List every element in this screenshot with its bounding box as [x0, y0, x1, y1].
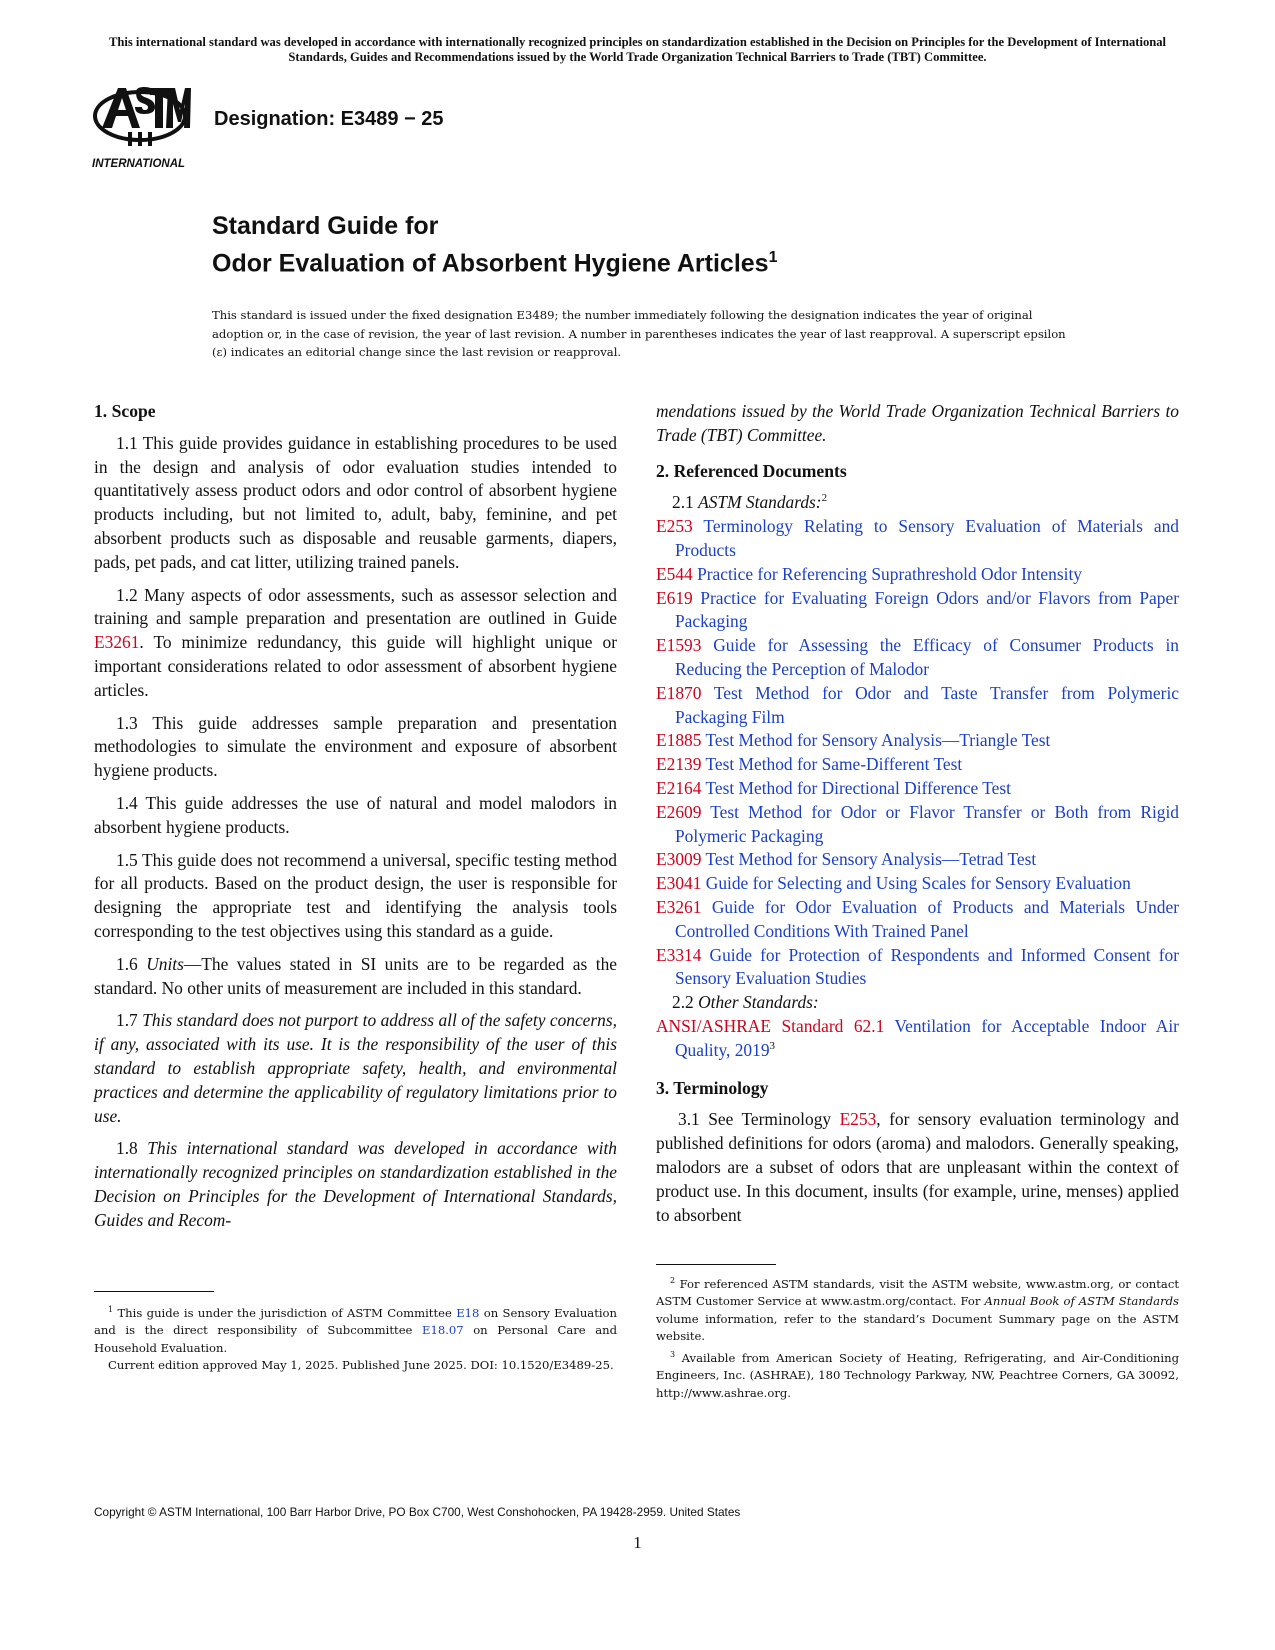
para-1-4: 1.4 This guide addresses the use of natural and model malodors in absorbent hygiene products. [94, 792, 617, 837]
reference-code[interactable]: E1593 [656, 635, 702, 656]
footnote-3: $^3$ Available from American Society of Heating, Refrigerating, and Air-Conditioning Engineers, Inc. (ASHRAE), 180 Technology Parkway, NW, Peachtree Corners, GA 30092, http://www.ashrae.org. [656, 1349, 1179, 1400]
page-number: 1 [633, 1533, 642, 1552]
logo-text: INTERNATIONAL [92, 158, 186, 170]
link-e18[interactable]: E18 [456, 1305, 480, 1320]
reference-item[interactable] [656, 753, 1179, 777]
reference-title[interactable]: Test Method for Odor or Flavor Transfer or Both from Rigid Polymeric Packaging [675, 801, 1179, 846]
copyright: Copyright © ASTM International, 100 Barr Harbor Drive, PO Box C700, West Conshohocken, PA 19428-2959. United States [94, 1505, 741, 1519]
designation: Designation: E3489 − 25 [214, 108, 444, 130]
footnotes-right [656, 1272, 1179, 1402]
footnote-2: $^2$ For referenced ASTM standards, visit the ASTM website, www.astm.org, or contact ASTM Customer Service at www.astm.org/contact. For Annual Book of ASTM Standards volume information, refer to the standard’s Document Summary page on the ASTM website. [656, 1276, 1179, 1344]
reference-item[interactable] [656, 896, 1179, 944]
footnote-1: $^1$ This guide is under the jurisdiction of ASTM Committee E18 on Sensory Evaluation and is the direct responsibility of Subcommittee E18.07 on Personal Care and Household Evaluation. [94, 1305, 618, 1355]
reference-item[interactable] [656, 777, 1179, 801]
para-1-8: 1.8 This international standard was developed in accordance with internationally recognized principles on standardization established in the Decision on Principles for the Development of International Standards, Guides and Recom- [94, 1138, 617, 1230]
reference-code[interactable]: E253 [656, 516, 693, 537]
reference-title[interactable]: Practice for Referencing Suprathreshold Odor Intensity [697, 563, 1082, 584]
scope-heading: 1. Scope [94, 401, 156, 421]
reference-item[interactable] [656, 848, 1179, 872]
reference-item[interactable] [656, 801, 1179, 849]
reference-title[interactable]: Test Method for Sensory Analysis—Tetrad Test [705, 849, 1037, 870]
reference-code[interactable]: E3009 [656, 849, 702, 870]
reference-item[interactable] [656, 515, 1179, 563]
link-e253[interactable]: E253 [839, 1109, 877, 1130]
other-standards-label: 2.2 Other Standards: [672, 992, 819, 1013]
para-3-1: 3.1 See Terminology E253, for sensory evaluation terminology and published definitions for odors (aroma) and malodors. Generally speaking, malodors are a subset of odors that are unpleasant within the context of product use. In this document, insults (for example, urine, menses) applied to absorbent [656, 1109, 1179, 1225]
reference-code[interactable]: E1870 [656, 682, 702, 703]
referenced-heading: 2. Referenced Documents [656, 460, 847, 481]
para-1-8-cont: mendations issued by the World Trade Organization Technical Barriers to Trade (TBT) Committee. [656, 401, 1179, 445]
reference-code[interactable]: E1885 [656, 730, 702, 751]
reference-item[interactable] [656, 634, 1179, 682]
para-1-6: 1.6 Units—The values stated in SI units are to be regarded as the standard. No other units of measurement are included in this standard. [94, 953, 617, 998]
reference-code[interactable]: E2164 [656, 777, 702, 798]
para-1-2: 1.2 Many aspects of odor assessments, such as assessor selection and training and sample preparation and presentation are outlined in Guide E3261. To minimize redundancy, this guide will highlight unique or important considerations related to odor assessment of absorbent hygiene articles. [94, 584, 617, 700]
left-column [94, 400, 617, 1242]
para-1-5: 1.5 This guide does not recommend a universal, specific testing method for all products. Based on the product design, the user is responsible for designing the appropriate test and identifying the analysis tools corresponding to the test objectives using this standard as a guide. [94, 849, 617, 941]
reference-item-ashrae[interactable]: ANSI/ASHRAE Standard 62.1 Ventilation for Acceptable Indoor Air Quality, 2019$^3$ [656, 1015, 1179, 1060]
title-footnote-mark: 1 [768, 249, 778, 266]
para-1-3: 1.3 This guide addresses sample preparation and presentation methodologies to simulate the environment and exposure of absorbent hygiene products. [94, 712, 617, 781]
reference-title[interactable]: Guide for Assessing the Efficacy of Consumer Products in Reducing the Perception of Malodor [675, 635, 1179, 679]
footnotes-left [94, 1301, 617, 1375]
reference-code[interactable]: E3261 [656, 896, 702, 917]
reference-title[interactable]: Guide for Odor Evaluation of Products and Materials Under Controlled Conditions With Trained Panel [675, 896, 1179, 941]
reference-code[interactable]: E2139 [656, 754, 702, 775]
reference-title[interactable]: Test Method for Odor and Taste Transfer from Polymeric Packaging Film [675, 682, 1179, 727]
reference-title[interactable]: Test Method for Sensory Analysis—Triangle Test [705, 730, 1051, 751]
title-line-2: Odor Evaluation of Absorbent Hygiene Articles$^1$ [212, 249, 778, 278]
reference-item[interactable] [656, 682, 1179, 730]
reference-title[interactable]: Practice for Evaluating Foreign Odors and/or Flavors from Paper Packaging [675, 587, 1179, 632]
reference-title[interactable]: Guide for Selecting and Using Scales for Sensory Evaluation [705, 873, 1131, 894]
reference-item[interactable] [656, 729, 1179, 753]
reference-title[interactable]: Test Method for Same-Different Test [705, 754, 963, 775]
reference-item[interactable] [656, 872, 1179, 896]
reference-code[interactable]: E619 [656, 587, 693, 608]
page-title [212, 210, 777, 279]
reference-list [656, 515, 1179, 991]
reference-code[interactable]: E3314 [656, 944, 702, 965]
footnote-rule-right [656, 1264, 776, 1265]
reference-title[interactable]: Test Method for Directional Difference Test [705, 777, 1011, 798]
reference-code[interactable]: E2609 [656, 801, 702, 822]
right-column [656, 400, 1179, 1236]
top-notice: This international standard was developed in accordance with internationally recognized principles on standardization established in the Decision on Principles for the Development of International Standards, Guides and Recommendations issued by the World Trade Organization Technical Barriers to Trade (TBT) Committee. [108, 35, 1167, 64]
astm-standards-label: 2.1 ASTM Standards:$^2$ [672, 492, 828, 513]
para-1-7: 1.7 This standard does not purport to address all of the safety concerns, if any, associated with its use. It is the responsibility of the user of this standard to establish appropriate safety, health, and environmental practices and determine the applicability of regulatory limitations prior to use. [94, 1010, 617, 1126]
link-e3261[interactable]: E3261 [94, 632, 140, 653]
issue-note: This standard is issued under the fixed designation E3489; the number immediately following the designation indicates the year of original adoption or, in the case of revision, the year of last revision. A number in parentheses indicates the year of last reapproval. A superscript epsilon (ε) indicates an editorial change since the last revision or reapproval. [212, 308, 1066, 359]
footnote-1-edition: Current edition approved May 1, 2025. Published June 2025. DOI: 10.1520/E3489-25. [108, 1358, 614, 1373]
title-line-1: Standard Guide for [212, 212, 439, 240]
reference-item[interactable] [656, 944, 1179, 992]
astm-logo [92, 84, 192, 172]
reference-item[interactable] [656, 563, 1179, 587]
reference-code[interactable]: E3041 [656, 873, 702, 894]
terminology-heading: 3. Terminology [656, 1077, 769, 1098]
reference-title[interactable]: Guide for Protection of Respondents and Informed Consent for Sensory Evaluation Studies [675, 944, 1179, 989]
reference-item[interactable] [656, 587, 1179, 635]
para-1-1: 1.1 This guide provides guidance in establishing procedures to be used in the design and analysis of odor evaluation studies intended to quantitatively assess product odors and odor control of absorbent hygiene products including, but not limited to, adult, baby, feminine, and pet absorbent products such as disposable and reusable garments, diapers, pads, pet pads, and cat litter, utilizing trained panels. [94, 432, 617, 572]
reference-code[interactable]: E544 [656, 563, 693, 584]
footnote-rule-left [94, 1291, 214, 1292]
link-e18-07[interactable]: E18.07 [421, 1323, 464, 1338]
reference-title[interactable]: Terminology Relating to Sensory Evaluation of Materials and Products [675, 516, 1179, 560]
